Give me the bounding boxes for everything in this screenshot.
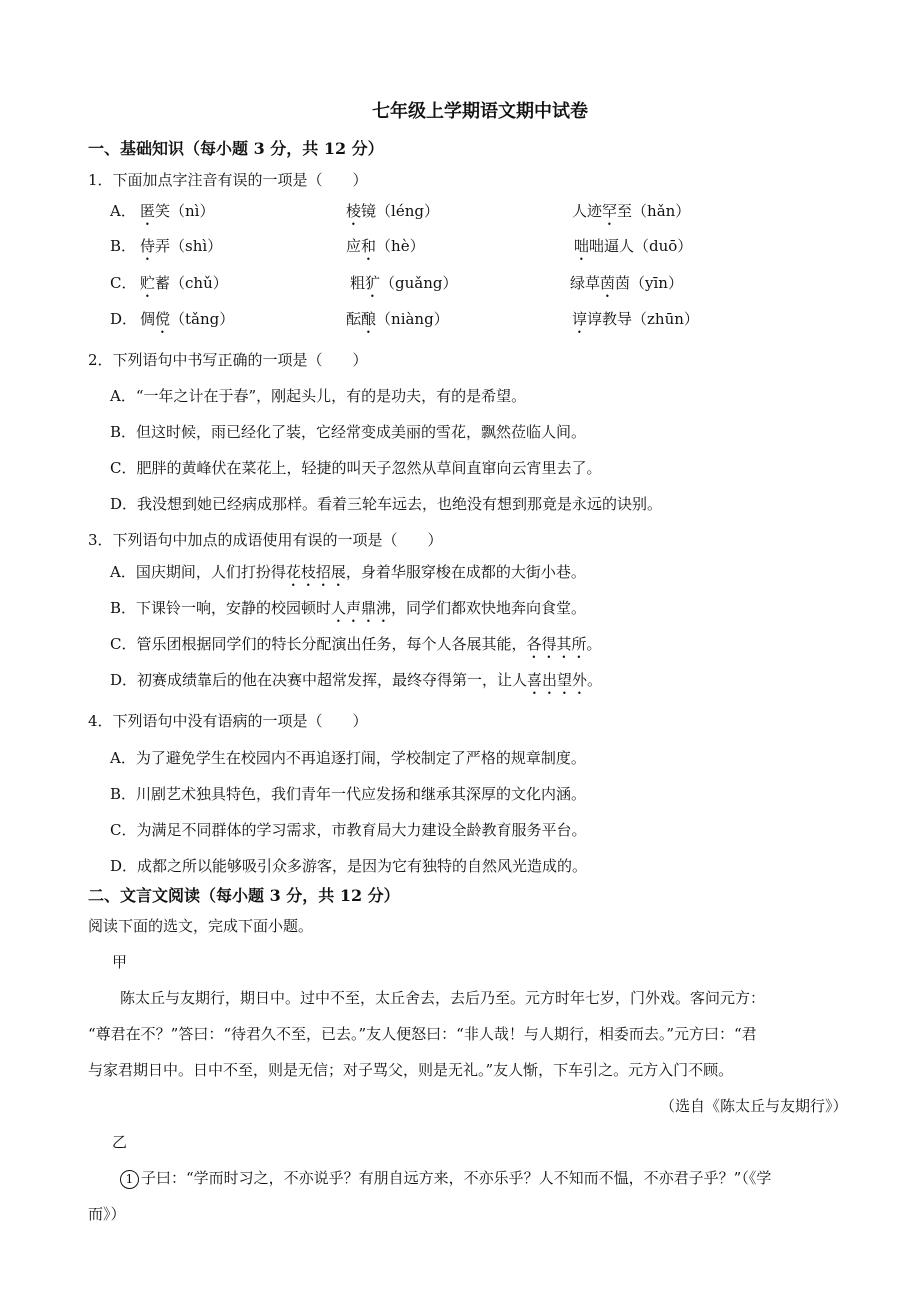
q1-item: 绿草茵茵（yīn） [570, 274, 683, 292]
passage-yi-label: 乙 [112, 1133, 128, 1151]
section2-heading: 二、文言文阅读（每小题 3 分，共 12 分） [88, 886, 400, 905]
q1-item: 倜傥（tǎng） [140, 310, 235, 328]
q3-option-c: C．管乐团根据同学们的特长分配演出任务，每个人各展其能，各得其所。 [110, 635, 602, 653]
passage-jia-line: “尊君在不？”答曰：“待君久不至，已去。”友人便怒曰：“非人哉！与人期行，相委而去。”元方曰：“君 [88, 1025, 757, 1043]
passage-jia-line: 与家君期日中。日中不至，则是无信；对子骂父，则是无礼。”友人惭，下车引之。元方入门不顾。 [88, 1061, 734, 1079]
q3-option-b: B．下课铃一响，安静的校园顿时人声鼎沸，同学们都欢快地奔向食堂。 [110, 599, 587, 617]
passage-jia-line: 陈太丘与友期行，期日中。过中不至，太丘舍去，去后乃至。元方时年七岁，门外戏。客问元方： [120, 989, 766, 1007]
q4-stem: 4．下列语句中没有语病的一项是（ ） [88, 712, 368, 730]
passage-yi-line: 而》） [88, 1205, 126, 1223]
q1-item: 侍弄（shì） [140, 237, 223, 255]
q1-option-label: B． [110, 237, 137, 255]
q1-item: 粗犷（guǎng） [350, 274, 458, 292]
q1-option-label: D． [110, 310, 138, 328]
passage-yi-line: 1 子曰：“学而时习之，不亦说乎？有朋自远方来，不亦乐乎？人不知而不愠，不亦君子乎？”（《学 [120, 1168, 771, 1189]
q2-stem: 2．下列语句中书写正确的一项是（ ） [88, 351, 368, 369]
q1-stem: 1．下面加点字注音有误的一项是（ ） [88, 171, 368, 189]
passage-jia-source: （选自《陈太丘与友期行》） [660, 1097, 848, 1115]
q2-option-b: B．但这时候，雨已经化了装，它经常变成美丽的雪花，飘然莅临人间。 [110, 423, 587, 441]
q1-option-label: A． [110, 202, 136, 220]
page-title: 七年级上学期语文期中试卷 [372, 101, 588, 122]
q1-item: 酝酿（niàng） [346, 310, 449, 328]
q2-option-d: D．我没想到她已经病成那样。看着三轮车远去，也绝没有想到那竟是永远的诀别。 [110, 495, 663, 513]
q1-item: 谆谆教导（zhūn） [572, 310, 699, 328]
q1-item: 棱镜（léng） [346, 202, 439, 220]
q4-option-a: A．为了避免学生在校园内不再追逐打闹，学校制定了严格的规章制度。 [110, 749, 586, 767]
q1-item: 咄咄逼人（duō） [574, 237, 693, 255]
q4-option-c: C．为满足不同群体的学习需求，市教育局大力建设全龄教育服务平台。 [110, 821, 587, 839]
q3-option-d: D．初赛成绩靠后的他在决赛中超常发挥，最终夺得第一，让人喜出望外。 [110, 671, 603, 689]
q2-option-a: A．“一年之计在于春”，刚起头儿，有的是功夫，有的是希望。 [110, 387, 527, 405]
section1-heading: 一、基础知识（每小题 3 分，共 12 分） [88, 139, 384, 158]
q4-option-d: D．成都之所以能够吸引众多游客，是因为它有独特的自然风光造成的。 [110, 857, 588, 875]
q3-stem: 3．下列语句中加点的成语使用有误的一项是（ ） [88, 531, 443, 549]
q3-option-a: A．国庆期间，人们打扮得花枝招展，身着华服穿梭在成都的大街小巷。 [110, 563, 586, 581]
q1-item: 贮蓄（chǔ） [140, 274, 228, 292]
q4-option-b: B．川剧艺术独具特色，我们青年一代应发扬和继承其深厚的文化内涵。 [110, 785, 587, 803]
q1-item: 应和（hè） [346, 237, 425, 255]
passage-jia-label: 甲 [112, 953, 128, 971]
circled-number: 1 [120, 1170, 139, 1189]
section2-intro: 阅读下面的选文，完成下面小题。 [88, 917, 314, 935]
q1-item: 人迹罕至（hǎn） [572, 202, 691, 220]
q2-option-c: C．肥胖的黄峰伏在菜花上，轻捷的叫天子忽然从草间直窜向云宵里去了。 [110, 459, 602, 477]
q1-item: 匿笑（nì） [140, 202, 215, 220]
q1-option-label: C． [110, 274, 137, 292]
